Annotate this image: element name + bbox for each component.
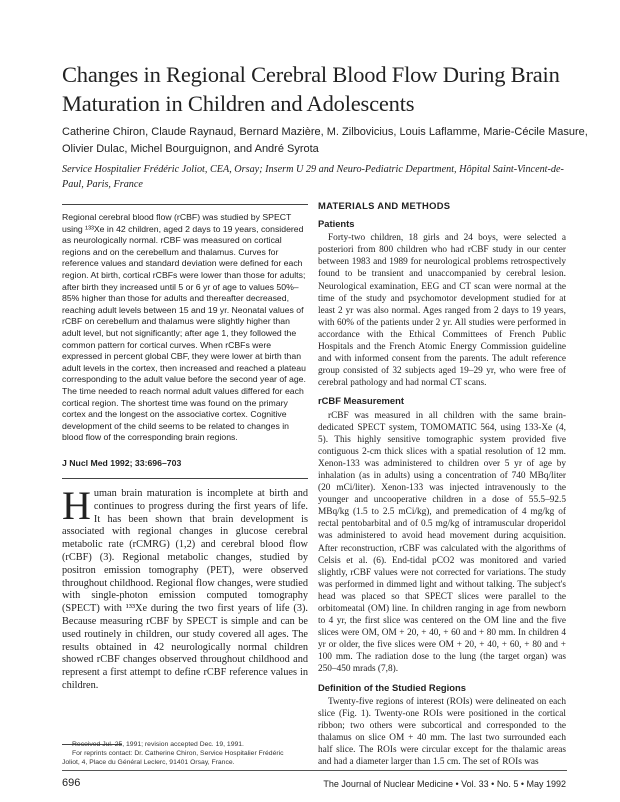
footnote [62,740,302,767]
abstract: Regional cerebral blood flow (rCBF) was studied by SPECT using ¹³³Xe in 42 children, aged 2 days to 19 years, considered as neurologically normal. rCBF was measured on cortical regions and on the cerebellum and thalamus. Curves for reference values and standard deviation were defined for each region. At birth, cortical rCBFs were lower than those for adults; after birth they increased until 5 or 6 yr of age to values 50%–85% higher than those for adults and thereafter decreased, reaching adult levels between 15 and 19 yr. Neonatal values of rCBF on cerebellum and thalamus were slightly higher than adult level, but not significantly; after age 1, they followed the common pattern for cortical curves. When rCBFs were expressed in percent global CBF, they were lower at birth than adult levels in the cortex, then increased and reached a plateau corresponding to the adult value before the second year of age. The time needed to reach normal adult values differed for each cortical region. The shortest time was found on the primary cortex and the longest on the associative cortex. Cognitive development of the child seems to be related to changes in blood flow of the corresponding brain regions. [62,212,306,443]
article-title: Changes in Regional Cerebral Blood Flow During Brain Maturation in Children and Adolescents [62,62,560,116]
author-list: Catherine Chiron, Claude Raynaud, Bernard Mazière, M. Zilbovicius, Louis Laflamme, Marie-Cécile Masure, Olivier Dulac, Michel Bourguignon, and André Syrota [62,126,588,155]
drop-cap: H [62,483,91,528]
received-note: Received Jul. 25, 1991; revision accepted Dec. 19, 1991. [72,741,244,748]
page-number: 696 [62,777,81,789]
introduction [62,483,308,693]
right-column [318,200,566,774]
journal-footer: The Journal of Nuclear Medicine • Vol. 33 • No. 5 • May 1992 [323,779,566,789]
abstract-bottom-rule [62,478,308,479]
intro-text: uman brain maturation is incomplete at birth and continues to progress during the first years of life. It has been shown that brain development is associated with regional changes in glucose cerebral metabolic rate (rCMRG) (1,2) and cerebral blood flow (rCBF) (3). Regional metabolic changes, studied by positron emission tomography (PET), were observed throughout childhood. Regional flow changes, were studied with single-photon emission computed tomography (SPECT) with ¹³³Xe during the two first years of life (3). Because measuring rCBF by SPECT is simple and can be used routinely in children, our study covered all ages. The results obtained in 42 neurologically normal children showed rCBF changes observed throughout childhood and represent a first attempt to define rCBF reference values in children. [62,488,308,691]
patients-heading: Patients [318,218,355,230]
rcbf-heading: rCBF Measurement [318,395,404,407]
affiliation: Service Hospitalier Frédéric Joliot, CEA, Orsay; Inserm U 29 and Neuro-Pediatric Department, Hôpital Saint-Vincent-de-Paul, Paris, France [62,164,564,190]
rcbf-paragraph: rCBF was measured in all children with the same brain-dedicated SPECT system, TOMOMATIC 564, using 133-Xe (4, 5). This highly sensitive tomographic system provided five contiguous 2-cm thick slices with a spatial resolution of 12 mm. Xenon-133 was administered to children over 5 yr of age by inhalation (as in adults) using a concentration of 740 MBq/liter (20 mCi/liter). Xenon-133 was injected intravenously to the younger and uncooperative children in a dose of 55.5–92.5 MBq/kg (1.5 to 2.5 mCi/kg), and premedication of 4 mg/kg of rectal pentobarbital and of 0.5 mg/kg of intramuscular droperidol was administered to avoid head movement during acquisition. After reconstruction, rCBF was calculated with the algorithms of Celsis et al. (6). End-tidal pCO2 was monitored and varied slightly, rCBF values were not corrected for variations. The study was performed in dimmed light and without talking. The subject's head was placed so that SPECT slices were parallel to the orbitomeatal (OM) line. In children ranging in age from newborn to 4 yr, the first slice was centered on the OM line and the five slices were OM, OM + 20, + 40, + 60 and + 80 mm. In children 4 yr or older, the five slices were OM + 20, + 40, + 60, + 80 and + 100 mm. The radiation dose to the lung (the target organ) was 250–450 mrads (7,8). [318,410,566,675]
citation: J Nucl Med 1992; 33:696–703 [62,458,182,468]
reprints-note: For reprints contact: Dr. Catherine Chiron, Service Hospitalier Frédéric Joliot, 4, Place du Général Leclerc, 91401 Orsay, France. [62,750,284,766]
roi-heading: Definition of the Studied Regions [318,681,466,693]
footer-rule [62,770,567,771]
materials-heading: MATERIALS AND METHODS [318,200,451,211]
abstract-top-rule [62,204,308,205]
patients-paragraph: Forty-two children, 18 girls and 24 boys, were selected a posteriori from 800 children who had rCBF study in our center between 1983 and 1989 for neurological problems retrospectively found to be transient and unaccompanied by cerebral lesion. Neurological examination, EEG and CT scan were normal at the time of the study and psychomotor development studied for at least 2 yr was also normal. Ages ranged from 2 days to 19 years, with 60% of the patients under 2 yr. All studies were performed in accordance with the Ethical Committees of French Public Hospitals and the French Atomic Energy Commission guideline and with informed consent from the parents. The adult reference group consisted of 32 subjects aged 19–29 yr, who were free of cerebral pathology and had normal CT scans. [318,233,566,389]
roi-paragraph: Twenty-five regions of interest (ROIs) were delineated on each slice (Fig. 1). Twenty-one ROIs were positioned in the cortical ribbon; two others were subcortical and corresponded to the thalamus on slice OM + 40 mm. The last two surrounded each half slice. The ROIs were circular except for the thalamic areas and had a diameter larger than 1.5 cm. The set of ROIs was [318,696,566,768]
